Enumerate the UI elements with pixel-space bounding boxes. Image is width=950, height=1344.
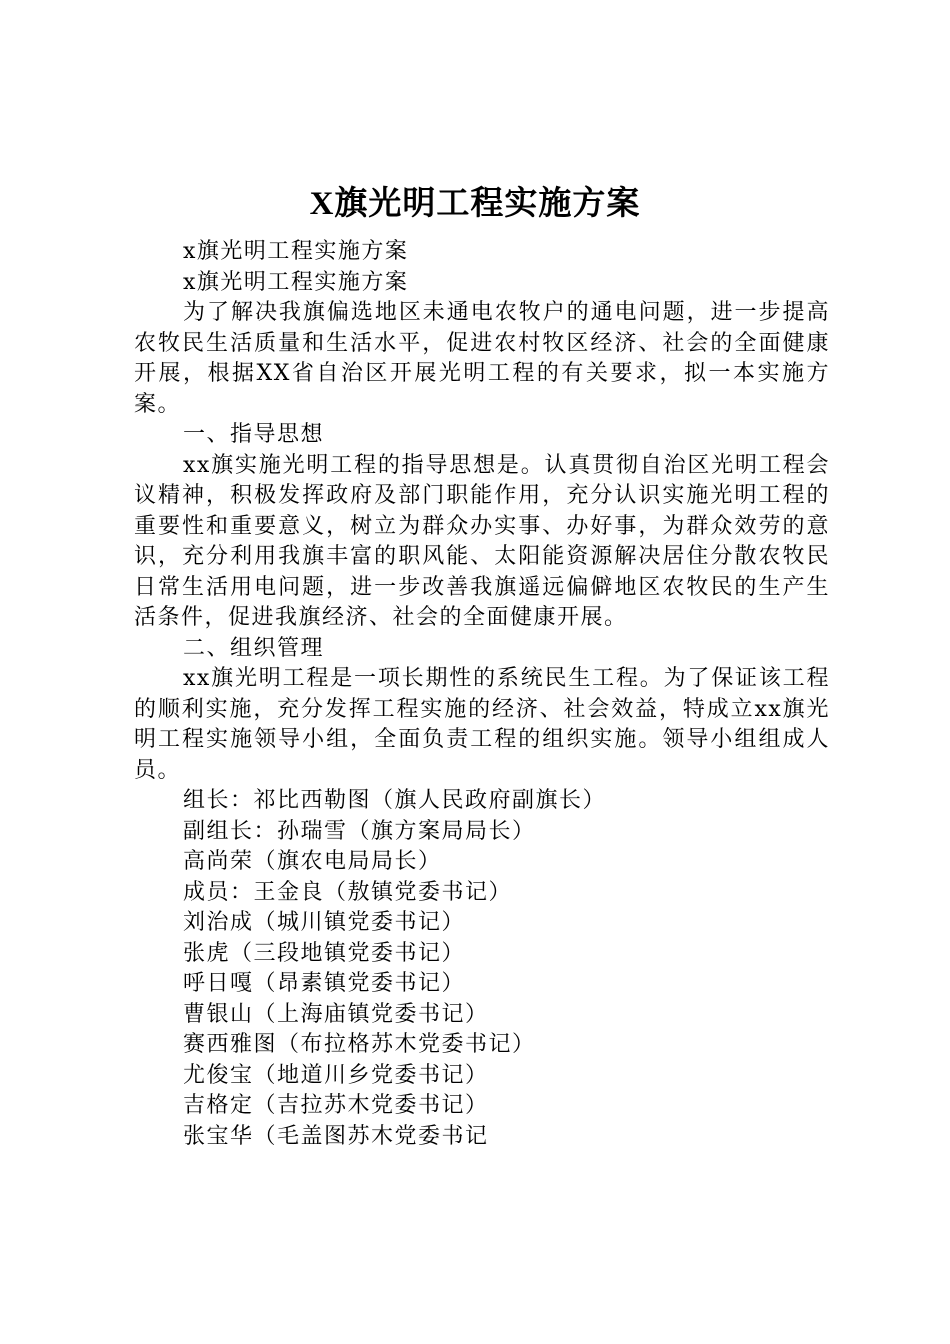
member-line-member-9: 张宝华（毛盖图苏木党委书记 [183,1123,489,1149]
member-line-member-3: 张虎（三段地镇党委书记） [183,940,466,966]
paragraph-guiding-thought: xx旗实施光明工程的指导思想是。认真贯彻自治区光明工程会议精神，积极发挥政府及部门职能作用，充分认识实施光明工程的重要性和重要意义，树立为群众办实事、办好事，为群众效劳的意识，充分利用我旗丰富的职风能、太阳能资源解决居住分散农牧民日常生活用电问题，进一步改善我旗遥远偏僻地区农牧民的生产生活条件，促进我旗经济、社会的全面健康开展。 [134,452,830,630]
section-heading-guiding-thought: 一、指导思想 [183,422,325,447]
paragraph-intro: 为了解决我旗偏选地区未通电农牧户的通电问题，进一步提高农牧民生活质量和生活水平，促进农村牧区经济、社会的全面健康开展，根据XX省自治区开展光明工程的有关要求，拟一本实施方案。 [134,300,830,417]
paragraph-subtitle-1: x旗光明工程实施方案 [183,239,409,264]
member-line-deputy-1: 副组长：孙瑞雪（旗方案局局长） [183,818,536,844]
paragraph-subtitle-2: x旗光明工程实施方案 [183,269,409,295]
title-text: X旗光明工程实施方案 [309,186,641,222]
member-line-leader: 组长：祁比西勒图（旗人民政府副旗长） [183,788,607,813]
member-line-member-5: 曹银山（上海庙镇党委书记） [183,1001,489,1027]
section-heading-organization: 二、组织管理 [183,635,325,661]
member-line-member-8: 吉格定（吉拉苏木党委书记） [183,1093,489,1118]
member-line-deputy-2: 高尚荣（旗农电局局长） [183,849,442,874]
document-body [134,237,830,1152]
paragraph-organization: xx旗光明工程是一项长期性的系统民生工程。为了保证该工程的顺利实施，充分发挥工程实施的经济、社会效益，特成立xx旗光明工程实施领导小组，全面负责工程的组织实施。领导小组组成人员。 [134,666,830,783]
member-line-member-1: 成员：王金良（敖镇党委书记） [183,879,513,905]
member-line-member-4: 呼日嘎（昂素镇党委书记） [183,971,466,996]
member-line-member-7: 尤俊宝（地道川乡党委书记） [183,1062,489,1088]
document-title [0,178,950,229]
member-line-member-2: 刘治成（城川镇党委书记） [183,910,466,935]
member-line-member-6: 赛西雅图（布拉格苏木党委书记） [183,1032,536,1057]
